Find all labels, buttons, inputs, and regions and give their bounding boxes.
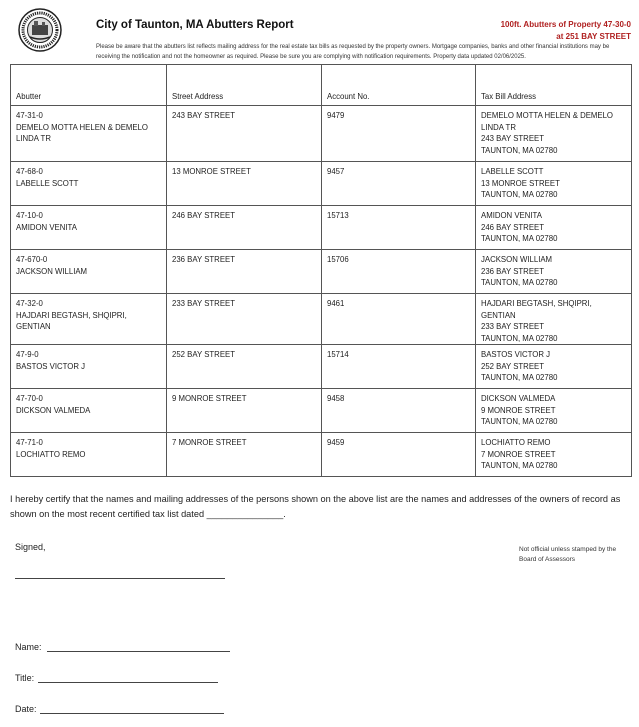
- name-label: Name:: [15, 642, 42, 652]
- tax-bill-address-bill-line1: LOCHIATTO REMO: [481, 438, 551, 447]
- table-header-row: [11, 65, 632, 106]
- tax-bill-address-bill-line3: TAUNTON, MA 02780: [481, 190, 558, 199]
- account-no-account: 9458: [327, 394, 345, 403]
- tax-bill-address-bill-line3: TAUNTON, MA 02780: [481, 461, 558, 470]
- date-line[interactable]: [40, 713, 224, 714]
- abutter-parcel: 47-68-0: [16, 167, 43, 176]
- abutter-owner-line1: BASTOS VICTOR J: [16, 361, 86, 371]
- tax-bill-address-bill-line1: AMIDON VENITA: [481, 211, 542, 220]
- abutter-owner-line1: LOCHIATTO REMO: [16, 449, 86, 459]
- tax-bill-address-bill-line3: TAUNTON, MA 02780: [481, 278, 558, 287]
- tax-bill-address-bill-line3: TAUNTON, MA 02780: [481, 373, 558, 382]
- street-address-street: 236 BAY STREET: [172, 255, 235, 264]
- tax-bill-address-bill-line2: LINDA TR: [481, 122, 516, 132]
- column-header-abutter: Abutter: [11, 65, 167, 106]
- account-no-account: 9479: [327, 111, 345, 120]
- abutter-parcel: 47-670-0: [16, 255, 48, 264]
- abutter-owner-line1: DICKSON VALMEDA: [16, 405, 91, 415]
- street-address-street: 9 MONROE STREET: [172, 394, 247, 403]
- tax-bill-address-bill-line3: TAUNTON, MA 02780: [481, 234, 558, 243]
- account-no-account: 15706: [327, 255, 349, 264]
- abutter-owner-line1: HAJDARI BEGTASH, SHQIPRI, GENTIAN: [16, 310, 127, 331]
- table-row: [11, 389, 632, 433]
- abutters-table: [10, 64, 632, 477]
- notice-text: Please be aware that the abutters list reflects mailing address for the real estate tax bills as requested by the property owners. Mortgage companies, banks and other financial institutions may be receiving the notification and not the homeowner as required. Please be sure you are complying with notification requirements. Property data updated 02/06/2025.: [96, 44, 610, 60]
- title-line[interactable]: [38, 682, 218, 683]
- abutter-cell: [11, 294, 167, 345]
- abutter-cell: [11, 106, 167, 162]
- tax-bill-address-bill-line2: 252 BAY STREET: [481, 361, 544, 371]
- tax-bill-address-bill-line1: JACKSON WILLIAM: [481, 255, 553, 264]
- abutter-cell: [11, 433, 167, 477]
- abutter-parcel: 47-31-0: [16, 111, 43, 120]
- street-address-street: 243 BAY STREET: [172, 111, 235, 120]
- tax-bill-address-bill-line3: TAUNTON, MA 02780: [481, 333, 558, 343]
- account-no-account: 9461: [327, 299, 345, 308]
- tax-bill-address-bill-line2: 246 BAY STREET: [481, 222, 544, 232]
- subject-line-1: 100ft. Abutters of Property 47-30-0: [500, 20, 631, 29]
- account-no-cell: [322, 250, 476, 294]
- street-address-street: 7 MONROE STREET: [172, 438, 247, 447]
- street-address-street: 13 MONROE STREET: [172, 167, 251, 176]
- street-address-cell: [167, 106, 322, 162]
- tax-bill-address-bill-line1: BASTOS VICTOR J: [481, 350, 551, 359]
- tax-bill-address-bill-line3: TAUNTON, MA 02780: [481, 417, 558, 426]
- abutter-parcel: 47-10-0: [16, 211, 43, 220]
- tax-bill-address-bill-line1: DICKSON VALMEDA: [481, 394, 556, 403]
- abutter-parcel: 47-32-0: [16, 299, 43, 308]
- report-title: City of Taunton, MA Abutters Report: [96, 19, 294, 31]
- account-no-account: 9459: [327, 438, 345, 447]
- street-address-street: 233 BAY STREET: [172, 299, 235, 308]
- account-no-cell: [322, 206, 476, 250]
- street-address-cell: [167, 345, 322, 389]
- tax-bill-address-cell: [476, 250, 632, 294]
- table-row: [11, 433, 632, 477]
- account-no-cell: [322, 345, 476, 389]
- tax-bill-address-cell: [476, 294, 632, 345]
- subject-line-2: at 251 BAY STREET: [556, 32, 631, 41]
- account-no-cell: [322, 294, 476, 345]
- city-seal-icon: [18, 8, 62, 52]
- table-row: [11, 162, 632, 206]
- table-row: [11, 250, 632, 294]
- tax-bill-address-cell: [476, 106, 632, 162]
- abutter-owner-line1: DEMELO MOTTA HELEN & DEMELO: [16, 122, 148, 132]
- street-address-cell: [167, 162, 322, 206]
- tax-bill-address-cell: [476, 433, 632, 477]
- subject-property: [501, 19, 631, 43]
- street-address-cell: [167, 294, 322, 345]
- tax-bill-address-bill-line2: 233 BAY STREET: [481, 322, 544, 331]
- column-header-tax-bill-address: Tax Bill Address: [476, 65, 632, 106]
- tax-bill-address-cell: [476, 389, 632, 433]
- tax-bill-address-bill-line3: 243 BAY STREET: [481, 134, 544, 143]
- abutter-parcel: 47-70-0: [16, 394, 43, 403]
- tax-bill-address-bill-line2: 236 BAY STREET: [481, 266, 544, 276]
- abutter-cell: [11, 345, 167, 389]
- table-row: [11, 106, 632, 162]
- signature-line[interactable]: [15, 578, 225, 579]
- street-address-cell: [167, 433, 322, 477]
- account-no-account: 15714: [327, 350, 349, 359]
- abutter-owner-line2: LINDA TR: [16, 134, 51, 143]
- official-note: Not official unless stamped by the Board of Assessors: [519, 546, 617, 563]
- account-no-account: 15713: [327, 211, 349, 220]
- tax-bill-address-bill-line2: 7 MONROE STREET: [481, 449, 556, 459]
- account-no-cell: [322, 162, 476, 206]
- name-line[interactable]: [47, 651, 230, 652]
- street-address-cell: [167, 389, 322, 433]
- street-address-street: 252 BAY STREET: [172, 350, 235, 359]
- street-address-cell: [167, 206, 322, 250]
- account-no-account: 9457: [327, 167, 345, 176]
- table-body: [11, 106, 632, 477]
- tax-bill-address-bill-line1: HAJDARI BEGTASH, SHQIPRI, GENTIAN: [481, 299, 592, 320]
- abutter-parcel: 47-71-0: [16, 438, 43, 447]
- tax-bill-address-bill-line4: TAUNTON, MA 02780: [481, 145, 558, 155]
- certification-statement: I hereby certify that the names and mailing addresses of the persons shown on the above list are the names and addresses of the owners of record as shown on the most recent certified tax list dated _______________.: [10, 494, 621, 519]
- tax-bill-address-bill-line2: 13 MONROE STREET: [481, 178, 560, 188]
- abutter-parcel: 47-9-0: [16, 350, 39, 359]
- column-header-account-no: Account No.: [322, 65, 476, 106]
- signed-label: Signed,: [15, 542, 46, 552]
- tax-bill-address-cell: [476, 206, 632, 250]
- tax-bill-address-bill-line1: LABELLE SCOTT: [481, 167, 544, 176]
- column-header-street-address: Street Address: [167, 65, 322, 106]
- abutter-owner-line1: AMIDON VENITA: [16, 222, 77, 232]
- account-no-cell: [322, 106, 476, 162]
- tax-bill-address-bill-line1: DEMELO MOTTA HELEN & DEMELO: [481, 111, 613, 120]
- abutter-owner-line1: LABELLE SCOTT: [16, 178, 79, 188]
- tax-bill-address-cell: [476, 162, 632, 206]
- account-no-cell: [322, 433, 476, 477]
- abutter-cell: [11, 162, 167, 206]
- table-row: [11, 345, 632, 389]
- abutter-cell: [11, 206, 167, 250]
- title-label: Title:: [15, 673, 35, 683]
- tax-bill-address-cell: [476, 345, 632, 389]
- table-row: [11, 294, 632, 345]
- abutter-owner-line1: JACKSON WILLIAM: [16, 266, 88, 276]
- abutter-cell: [11, 389, 167, 433]
- street-address-cell: [167, 250, 322, 294]
- table-row: [11, 206, 632, 250]
- street-address-street: 246 BAY STREET: [172, 211, 235, 220]
- abutter-cell: [11, 250, 167, 294]
- tax-bill-address-bill-line2: 9 MONROE STREET: [481, 405, 556, 415]
- account-no-cell: [322, 389, 476, 433]
- date-label: Date:: [15, 704, 37, 714]
